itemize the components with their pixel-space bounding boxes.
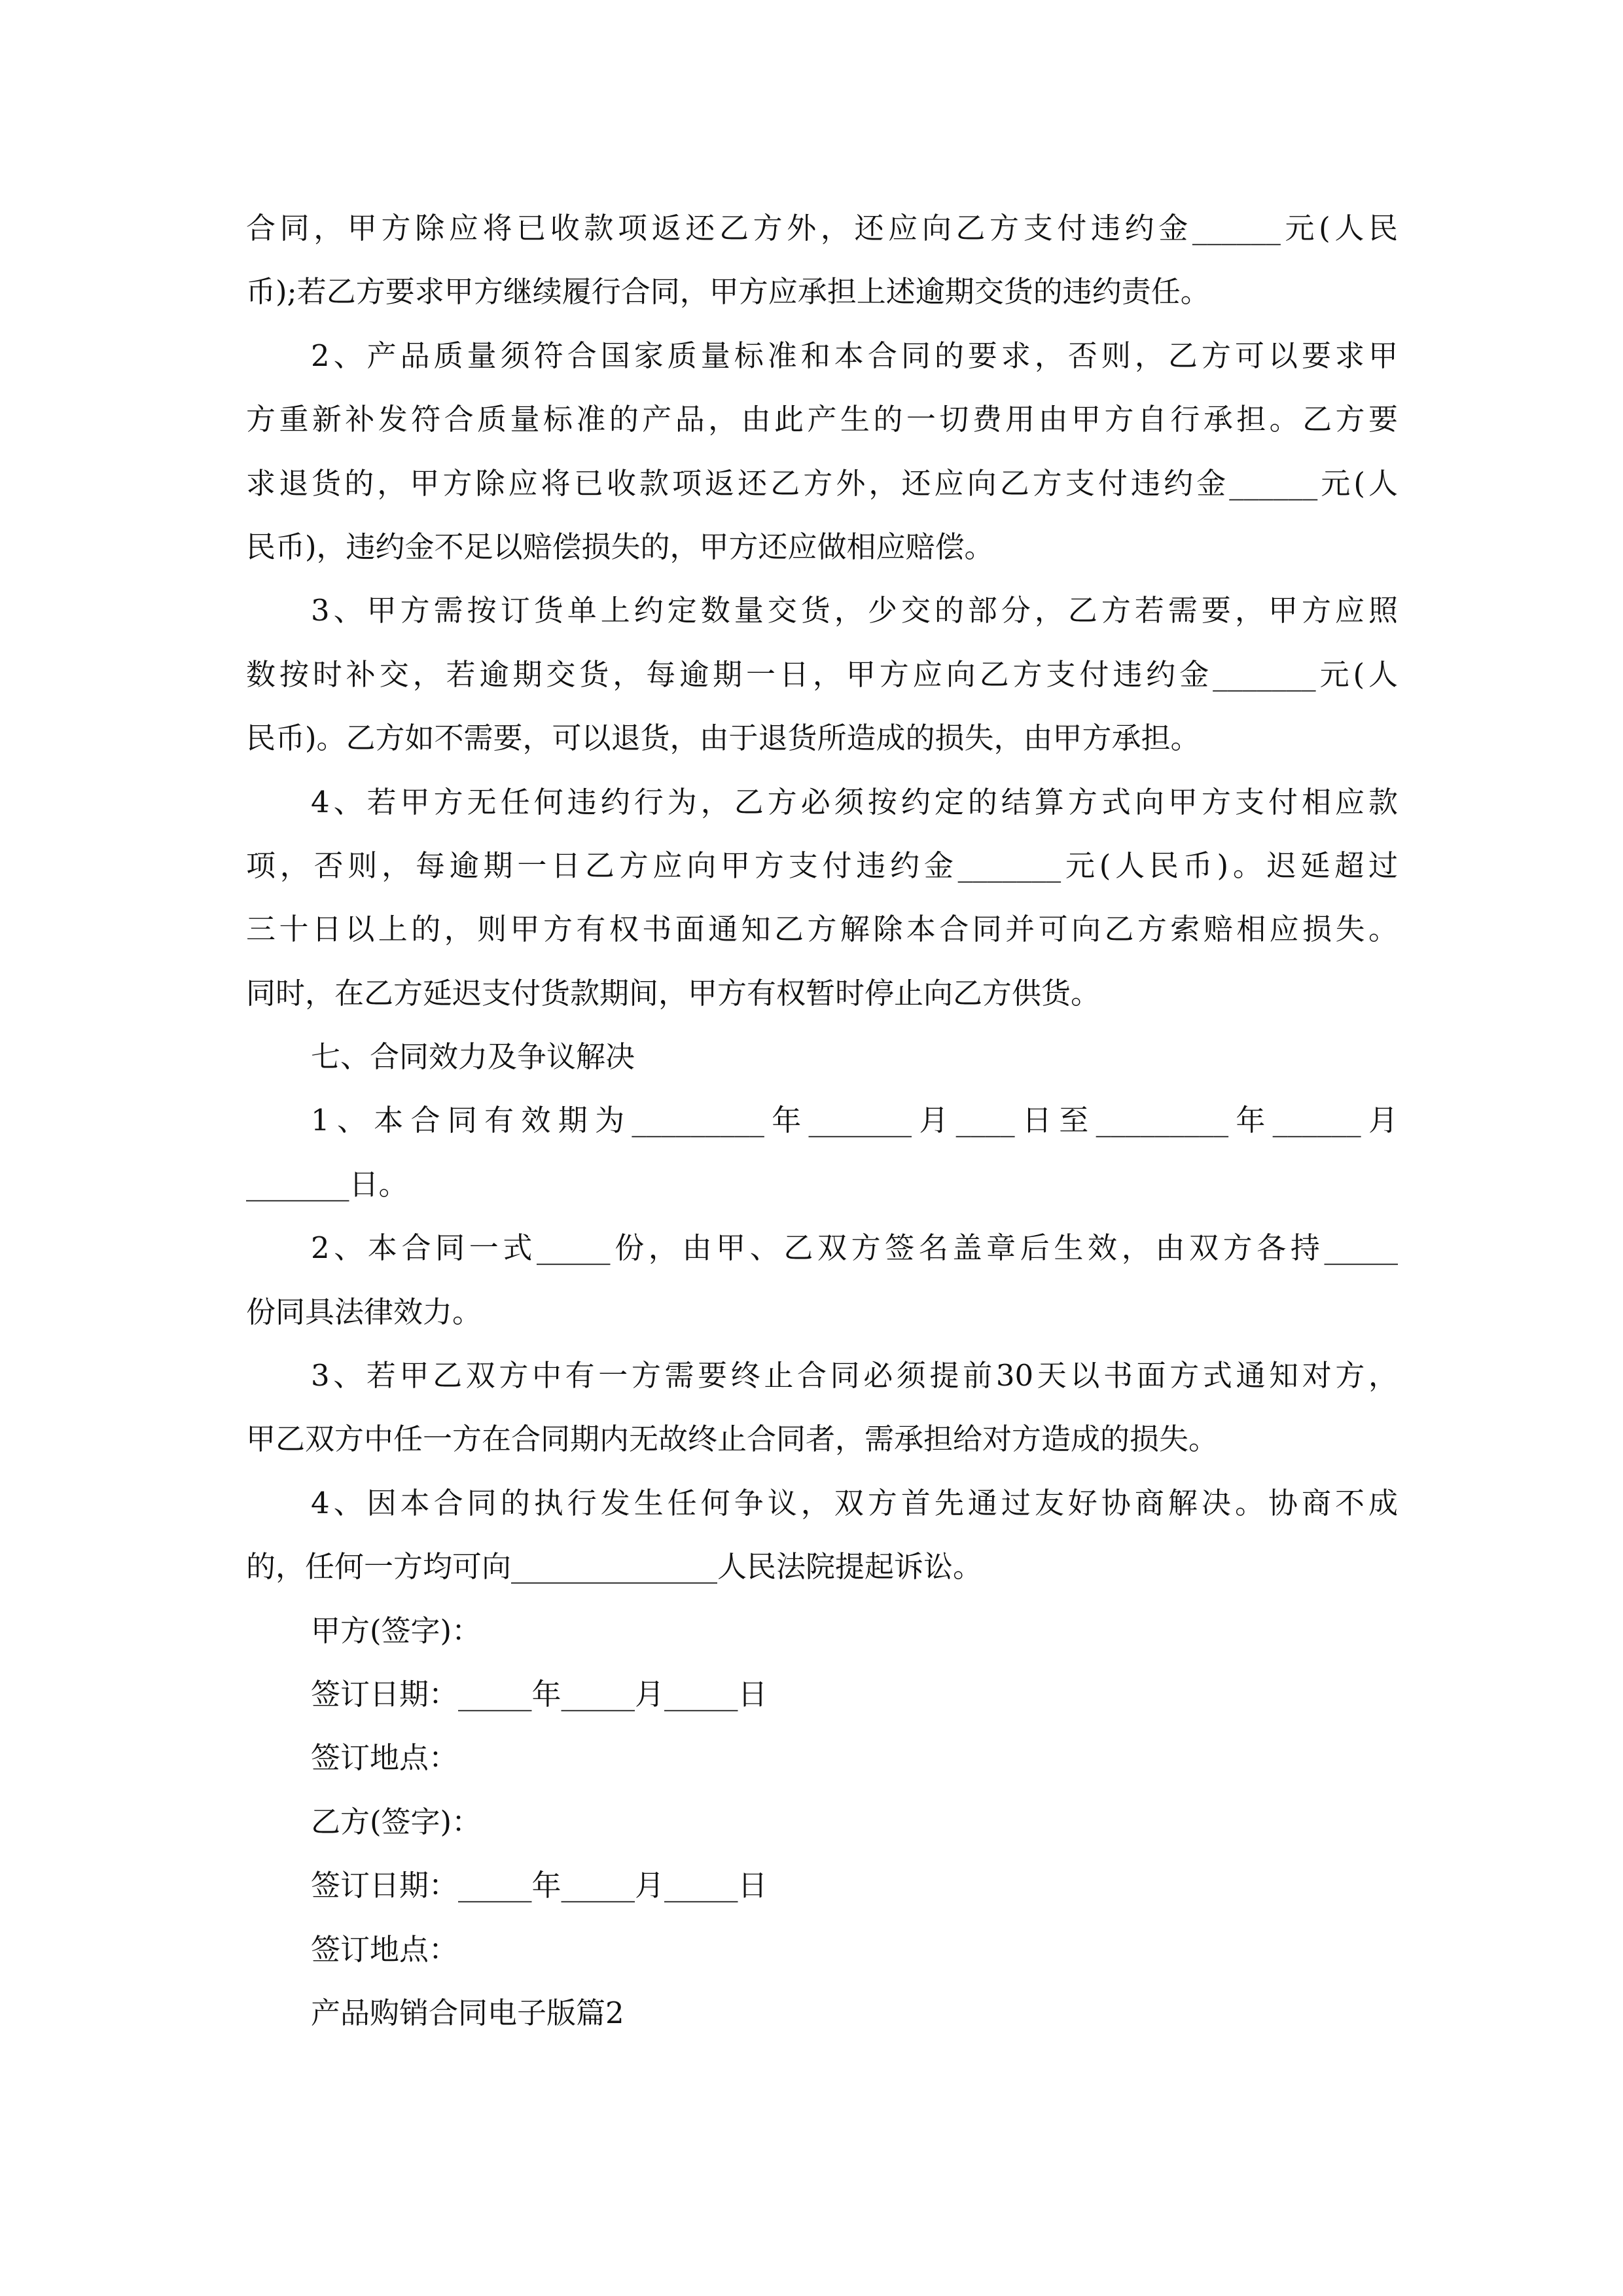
party-a-signature: 甲方(签字)： — [311, 1613, 482, 1648]
party-a-sign-date: 签订日期：_____年_____月_____日 — [311, 1676, 768, 1712]
text-line: 求退货的，甲方除应将已收款项返还乙方外，还应向乙方支付违约金______元(人 — [246, 465, 1398, 501]
text-line: 民币)，违约金不足以赔偿损失的，甲方还应做相应赔偿。 — [246, 529, 994, 564]
text-line: 3、若甲乙双方中有一方需要终止合同必须提前30天以书面方式通知对方， — [311, 1358, 1398, 1393]
text-line: 三十日以上的，则甲方有权书面通知乙方解除本合同并可向乙方索赔相应损失。 — [246, 912, 1398, 947]
text-line: 份同具法律效力。 — [246, 1294, 482, 1329]
section-heading: 七、合同效力及争议解决 — [311, 1039, 635, 1075]
party-b-signature: 乙方(签字)： — [311, 1804, 482, 1839]
text-line: 合同，甲方除应将已收款项返还乙方外，还应向乙方支付违约金______元(人民 — [246, 211, 1398, 245]
text-line: 方重新补发符合质量标准的产品，由此产生的一切费用由甲方自行承担。乙方要 — [246, 402, 1398, 437]
contract-body — [246, 196, 1398, 2045]
text-line: 1、本合同有效期为_________年_______月____日至_________年______月 — [311, 1103, 1398, 1138]
party-b-sign-date: 签订日期：_____年_____月_____日 — [311, 1868, 768, 1903]
party-a-sign-place: 签订地点： — [311, 1740, 459, 1776]
text-line: 2、本合同一式_____份，由甲、乙双方签名盖章后生效，由双方各持_____ — [311, 1230, 1398, 1266]
text-line: 4、若甲方无任何违约行为，乙方必须按约定的结算方式向甲方支付相应款 — [311, 784, 1398, 819]
text-line: 3、甲方需按订货单上约定数量交货，少交的部分，乙方若需要，甲方应照 — [311, 593, 1398, 628]
next-section-title: 产品购销合同电子版篇2 — [311, 1995, 624, 2030]
text-line: 项，否则，每逾期一日乙方应向甲方支付违约金_______元(人民币)。迟延超过 — [246, 848, 1398, 883]
text-line: 数按时补交，若逾期交货，每逾期一日，甲方应向乙方支付违约金_______元(人 — [246, 656, 1398, 692]
text-line: 4、因本合同的执行发生任何争议，双方首先通过友好协商解决。协商不成 — [311, 1485, 1398, 1520]
party-b-sign-place: 签订地点： — [311, 1931, 459, 1967]
text-line: 2、产品质量须符合国家质量标准和本合同的要求，否则，乙方可以要求甲 — [311, 338, 1398, 373]
text-line: 同时，在乙方延迟支付货款期间，甲方有权暂时停止向乙方供货。 — [246, 975, 1101, 1011]
text-line: 甲乙双方中任一方在合同期内无故终止合同者，需承担给对方造成的损失。 — [246, 1422, 1219, 1457]
text-line: _______日。 — [246, 1166, 408, 1202]
text-line: 民币)。乙方如不需要，可以退货，由于退货所造成的损失，由甲方承担。 — [246, 721, 1200, 756]
text-line: 币);若乙方要求甲方继续履行合同，甲方应承担上述逾期交货的违约责任。 — [246, 274, 1210, 310]
text-line: 的，任何一方均可向______________人民法院提起诉讼。 — [246, 1549, 983, 1585]
